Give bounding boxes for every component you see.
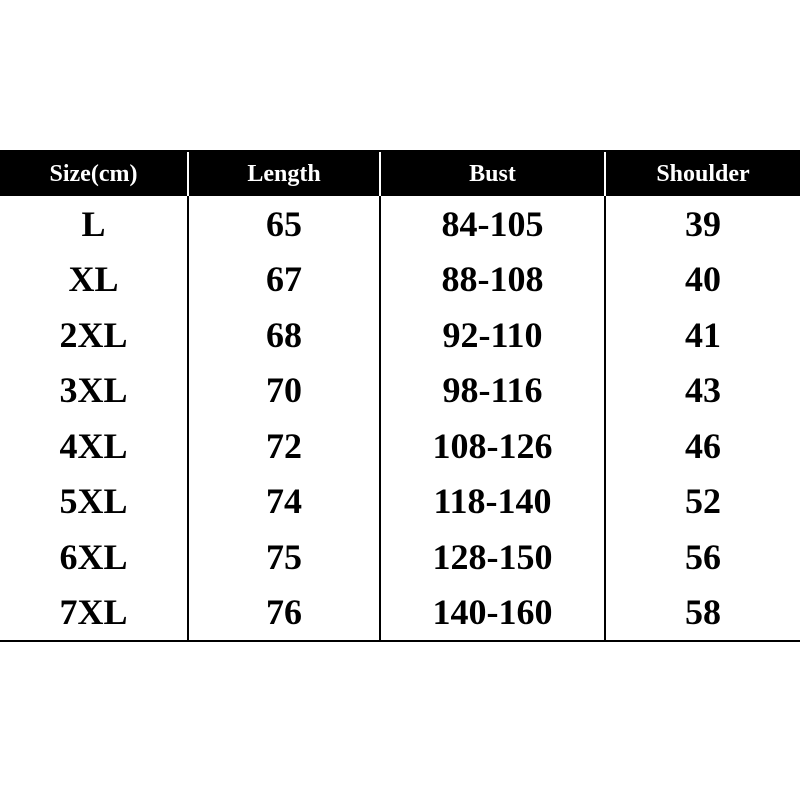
cell-size: XL [68, 259, 119, 300]
cell-length: 76 [188, 585, 380, 642]
cell-size: 7XL [0, 585, 188, 642]
cell-bust: 92-110 [380, 307, 605, 363]
header-shoulder: Shoulder [605, 151, 800, 196]
cell-bust: 98-116 [380, 363, 605, 419]
cell-size: 2XL [59, 314, 128, 355]
cell-bust: 84-105 [380, 196, 605, 252]
cell-bust: 140-160 [380, 585, 605, 642]
cell-size: 3XL [59, 370, 128, 411]
table-row [0, 585, 800, 642]
table-row [0, 196, 800, 252]
cell-bust: 128-150 [380, 529, 605, 585]
cell-shoulder: 39 [605, 196, 800, 252]
cell-bust: 88-108 [380, 252, 605, 308]
table-row [0, 252, 800, 308]
header-row [0, 151, 800, 196]
cell-shoulder: 46 [605, 418, 800, 474]
cell-size: 5XL [59, 481, 128, 522]
cell-length: 75 [188, 529, 380, 585]
cell-shoulder: 52 [605, 474, 800, 530]
cell-bust: 118-140 [380, 474, 605, 530]
cell-shoulder: 40 [605, 252, 800, 308]
table-row [0, 418, 800, 474]
cell-shoulder: 58 [605, 585, 800, 642]
cell-length: 65 [188, 196, 380, 252]
cell-length: 67 [188, 252, 380, 308]
header-length: Length [188, 151, 380, 196]
header-size: Size(cm) [0, 151, 188, 196]
header-bust: Bust [380, 151, 605, 196]
cell-length: 68 [188, 307, 380, 363]
cell-bust: 108-126 [380, 418, 605, 474]
cell-size: L [81, 203, 106, 244]
cell-length: 70 [188, 363, 380, 419]
table-row [0, 529, 800, 585]
cell-shoulder: 43 [605, 363, 800, 419]
size-chart-table [0, 150, 800, 642]
table-row [0, 307, 800, 363]
cell-size: 4XL [59, 425, 128, 466]
cell-size: 6XL [59, 536, 128, 577]
table-row [0, 474, 800, 530]
cell-shoulder: 41 [605, 307, 800, 363]
cell-length: 74 [188, 474, 380, 530]
cell-shoulder: 56 [605, 529, 800, 585]
cell-length: 72 [188, 418, 380, 474]
table-row [0, 363, 800, 419]
